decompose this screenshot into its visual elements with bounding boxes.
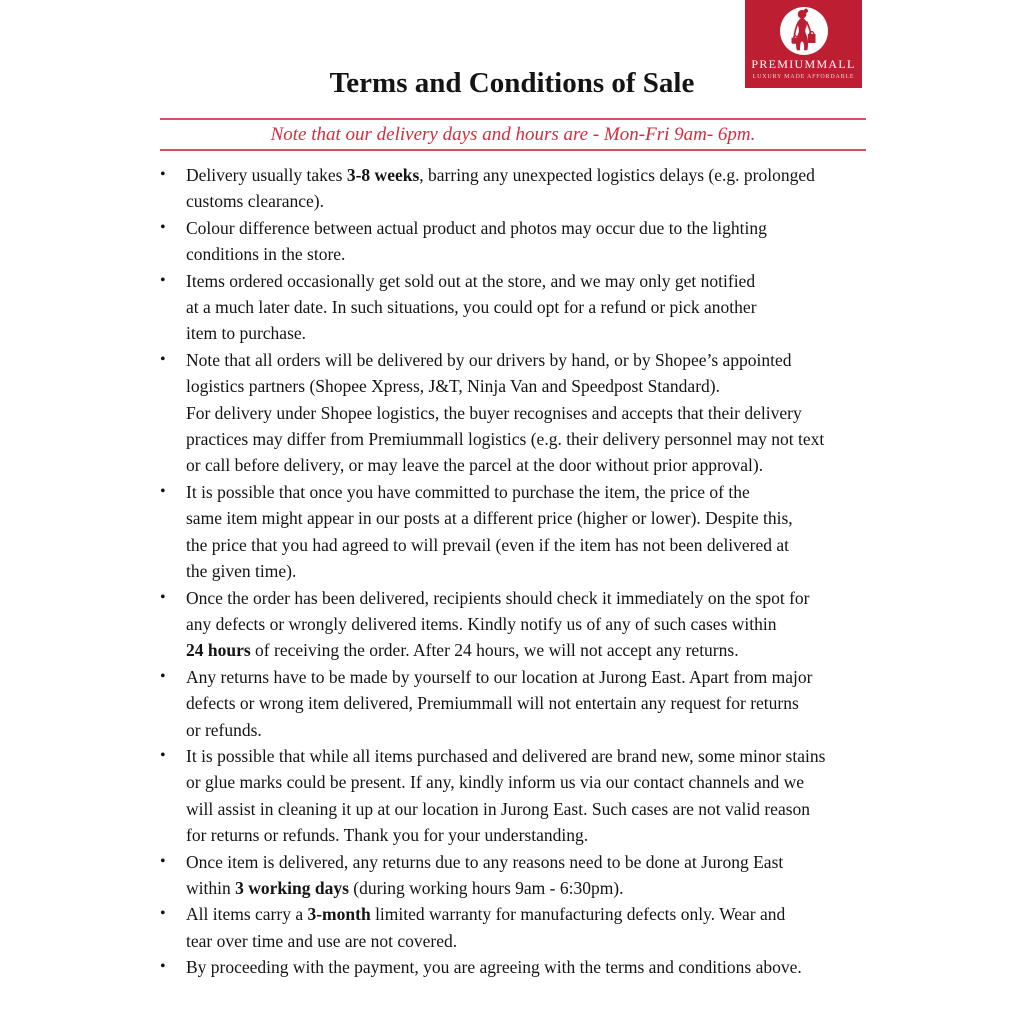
term-item-4 (160, 347, 874, 479)
bullet-marker: • (160, 852, 166, 870)
term-item-8 (160, 743, 874, 849)
term-text: Any returns have to be made by yourself to our location at Jurong East. Apart from major defects or wrong item delivered, Premiummall will not entertain any request for returns or refunds. (186, 666, 813, 740)
bullet-marker: • (160, 958, 166, 976)
term-text: It is possible that while all items purchased and delivered are brand new, some minor stains or glue marks could be present. If any, kindly inform us via our contact channels and we will assist in cleaning it up at our location in Jurong East. Such cases are not valid reason for returns or refunds. Thank you for your understanding. (186, 745, 826, 846)
bullet-marker: • (160, 588, 166, 606)
term-item-11 (160, 954, 874, 980)
term-text: Delivery usually takes 3-8 weeks, barring any unexpected logistics delays (e.g. prolonged customs clearance). (186, 165, 815, 212)
page-title: Terms and Conditions of Sale (329, 67, 695, 99)
bullet-marker: • (160, 166, 166, 183)
term-text: Items ordered occasionally get sold out at the store, and we may only get notified at a much later date. In such situations, you could opt for a refund or pick another item to purchase. (186, 270, 757, 344)
bullet-marker: • (160, 271, 166, 289)
term-item-9 (160, 849, 874, 902)
bullet-marker: • (160, 218, 166, 236)
term-item-3 (160, 268, 874, 347)
bullet-marker: • (160, 905, 166, 923)
term-text: All items carry a 3-month limited warranty for manufacturing defects only. Wear and tear over time and use are not covered. (186, 904, 786, 951)
woman-with-shopping-bags-icon (780, 7, 828, 55)
delivery-notice-band (160, 118, 866, 151)
term-item-6 (160, 585, 874, 664)
bullet-marker: • (160, 482, 166, 500)
term-item-5 (160, 479, 874, 585)
delivery-notice-text: Note that our delivery days and hours are - Mon-Fri 9am- 6pm. (270, 124, 756, 145)
term-text: It is possible that once you have committed to purchase the item, the price of the same item might appear in our posts at a different price (higher or lower). Despite this, the price that you had agreed to will prevail (even if the item has not been delivered at the given time). (186, 481, 793, 582)
bullet-marker: • (160, 746, 166, 764)
logo-brand-text: PREMIUMMALL (751, 57, 856, 71)
bullet-marker: • (160, 350, 166, 368)
term-item-1 (160, 162, 874, 215)
bullet-marker: • (160, 667, 166, 685)
logo-tagline-text: LUXURY MADE AFFORDABLE (752, 74, 855, 80)
terms-list (160, 162, 874, 981)
term-text: Colour difference between actual product and photos may occur due to the lighting conditions in the store. (186, 217, 767, 265)
term-text: Once item is delivered, any returns due to any reasons need to be done at Jurong East within 3 working days (during working hours 9am - 6:30pm). (186, 851, 784, 898)
term-text: Once the order has been delivered, recipients should check it immediately on the spot for any defects or wrongly delivered items. Kindly notify us of any of such cases within 24 hours of receiving the order. After 24 hours, we will not accept any returns. (186, 587, 810, 661)
term-item-10 (160, 901, 874, 954)
term-item-2 (160, 215, 874, 268)
term-text: Note that all orders will be delivered by our drivers by hand, or by Shopee’s appointed logistics partners (Shopee Xpress, J&T, Ninja Van and Speedpost Standard). For delivery under Shopee logistics, the buyer recognises and accepts that their delivery practices may differ from Premiummall logistics (e.g. their delivery personnel may not text or call before delivery, or may leave the parcel at the door without prior approval). (186, 349, 825, 476)
term-item-7 (160, 664, 874, 743)
term-text: By proceeding with the payment, you are agreeing with the terms and conditions above. (186, 957, 802, 978)
